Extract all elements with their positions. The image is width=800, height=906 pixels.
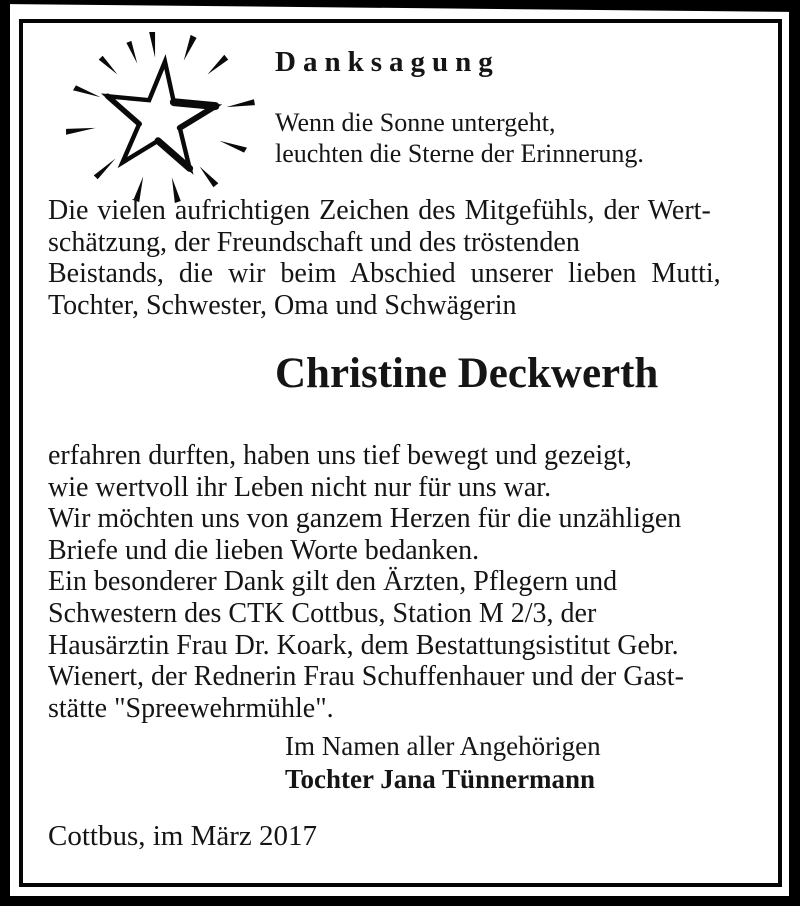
- thanks-line: Hausärztin Frau Dr. Koark, dem Bestattungsistitut Gebr.: [48, 629, 679, 661]
- intro-line: Beistands, die wir beim Abschied unserer lieben Mutti,: [48, 258, 721, 290]
- intro-line: Tochter, Schwester, Oma und Schwägerin: [48, 289, 517, 321]
- thanks-line: Schwestern des CTK Cottbus, Station M 2/3, der: [48, 597, 597, 629]
- notice-title: Danksagung: [275, 46, 500, 78]
- verse-line: Wenn die Sonne untergeht,: [275, 108, 556, 137]
- signature-name: Tochter Jana Tünnermann: [285, 764, 596, 794]
- thanks-paragraph: [48, 440, 684, 724]
- verse-line: leuchten die Sterne der Erinnerung.: [275, 139, 644, 168]
- deceased-name: Christine Deckwerth: [275, 350, 659, 397]
- thanks-line: Briefe und die lieben Worte bedanken.: [48, 534, 480, 566]
- starburst-icon: [58, 28, 263, 206]
- scan-edge-left: [0, 0, 10, 906]
- scan-edge-bottom: [0, 896, 800, 906]
- closing-block: [285, 730, 601, 796]
- dateline: Cottbus, im März 2017: [48, 820, 318, 852]
- closing-line: Im Namen aller Angehörigen: [285, 731, 601, 761]
- thanks-line: Ein besonderer Dank gilt den Ärzten, Pflegern und: [48, 566, 618, 598]
- intro-paragraph: [48, 195, 721, 321]
- thanks-line: Wienert, der Rednerin Frau Schuffenhauer und der Gast-: [48, 661, 684, 693]
- intro-line: Die vielen aufrichtigen Zeichen des Mitgefühls, der Wert-: [48, 195, 711, 226]
- thanks-line: erfahren durften, haben uns tief bewegt und gezeigt,: [48, 440, 632, 471]
- intro-line: schätzung, der Freundschaft und des tröstenden: [48, 226, 580, 258]
- scan-edge-right: [789, 0, 800, 906]
- scan-edge-top: [0, 0, 800, 12]
- thanks-line: wie wertvoll ihr Leben nicht nur für uns war.: [48, 471, 552, 503]
- memorial-verse: [275, 107, 644, 169]
- thanks-line: Wir möchten uns von ganzem Herzen für die unzähligen: [48, 503, 682, 535]
- thanks-line: stätte "Spreewehrmühle".: [48, 692, 334, 724]
